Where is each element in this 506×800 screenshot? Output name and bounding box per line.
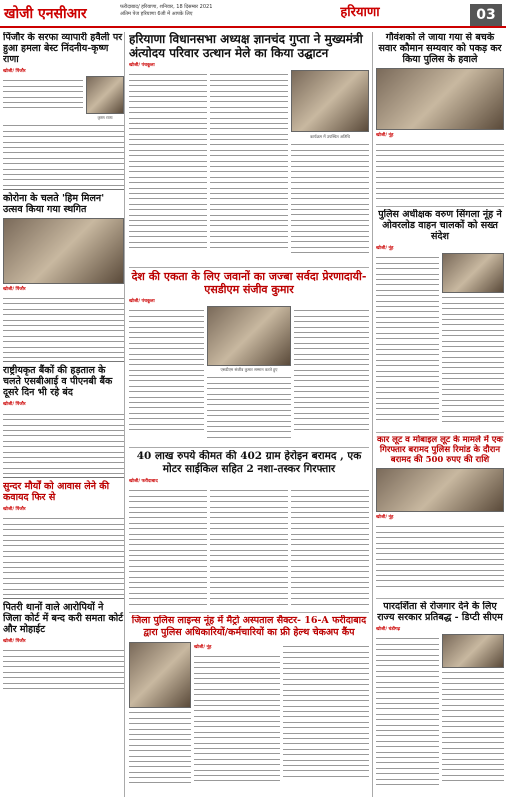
article-housing [3,481,124,595]
article-bank-strike [3,365,124,474]
portrait-photo [86,76,124,114]
article-photo [376,68,504,130]
article-title: कार लूट व मोबाइल लूट के मामले में एक गिरफ्तार बरामद पुलिस रिमांड के दौरान बरामद की 500 रुपए की राशि [377,435,503,465]
article-byline: खोजी/ पंचकूला [129,63,155,68]
article-cattle [376,32,504,202]
article-health-camp [129,615,369,797]
article-overload [376,209,504,429]
article-court [3,602,124,689]
article-byline: खोजी/ पिंजौर [3,402,26,408]
article-photo [129,642,191,708]
section-title: हरियाणा [285,2,435,24]
newspaper-logo: खोजी एनसीआर [4,6,87,22]
article-car-loot [376,435,504,595]
article-title: पितरी थानों वाले आरोपियों ने जिला कोर्ट में बन्द करी समता कोर्ट और मोहाईट [3,601,124,635]
main-photo [291,70,369,132]
left-column [3,32,125,797]
article-pinjore-traders [3,32,124,186]
edition-date: फरीदाबाद/ हरियाणा, शनिवार, 18 दिसम्बर 2021 [120,4,213,10]
article-photo [442,634,505,668]
article-byline: खोजी/ पिंजौर [3,69,26,74]
article-title: हरियाणा विधानसभा अध्यक्ष ज्ञानचंद गुप्ता ने मुख्यमंत्री अंत्योदय परिवार उत्थान मेले का किया उद्घाटन [129,32,363,60]
article-title: पिंजौर के सरफा व्यापारी हवैली पर हुआ हमला बेस्ट निंदनीय-कृष्ण राणा [3,32,123,65]
article-byline: खोजी/ फरीदाबाद [129,479,158,484]
article-byline: खोजी/ नूंह [376,133,394,138]
photo-caption: एसडीएम संजीव कुमार सम्मान करते हुए [220,367,278,372]
article-byline: खोजी/ नूंह [376,515,394,520]
article-photo [442,253,505,293]
article-byline: खोजी/ पिंजौर [3,638,26,644]
article-title: देश की एकता के लिए जवानों का जज्बा सर्वदा प्रेरणादायी-एसडीएम संजीव कुमार [131,270,367,296]
article-photo [376,468,504,512]
photo-caption: कार्यक्रम में उपस्थित अतिथि [310,134,350,139]
page-number: 03 [470,4,502,26]
article-employment [376,601,504,797]
article-byline: खोजी/ पिंजौर [3,286,26,292]
article-photo [3,218,124,284]
article-main-assembly [129,32,369,265]
masthead [0,0,506,28]
article-title: 40 लाख रुपये कीमत की 402 ग्राम हेरोइन बरामद , एक मोटर साईकिल सहित 2 नशा-तस्कर गिरफ्तार [136,450,362,475]
article-title: पारदर्शिता से रोजगार देने के लिए राज्य सरकार प्रतिबद्ध - डिप्टी सीएम [377,601,503,623]
article-byline: खोजी/ नूंह [376,246,394,251]
article-heroin-seized [129,450,369,610]
article-title: गौवंशको ले जाया गया से बचके सवार कौमान सम्यवार को पकड़ कर किया पुलिस के हवाले [378,32,502,65]
edition-line [120,4,212,18]
article-title: पुलिस अधीक्षक वरुण सिंगला नूंह ने ओवरलोड वाहन चालकों को सख्त संदेश [378,209,502,242]
article-byline: खोजी/ चंडीगढ़ [376,627,401,632]
sdm-photo [207,306,291,366]
article-byline: खोजी/ नूंह [194,645,212,650]
article-byline: खोजी/ पिंजौर [3,507,26,513]
edition-sub: अंतिम पेज हरियाणा 6जी में आपके लिए [120,11,193,17]
article-title: जिला पुलिस लाइन्स नूंह में मैट्रो अस्पताल सैक्टर- 16-A फरीदाबाद द्वारा पुलिस अधिकारियों/कर्मचारियों का फ्री हेल्थ चेकअप कैंप [131,615,367,638]
photo-caption: कृष्ण राणा [97,115,113,120]
article-title: राष्ट्रीयकृत बैंकों की हड़ताल के चलते एसबीआई व पीएनबी बैंक दूसरे दिन भी रहे बंद [3,365,113,399]
article-title: कोरोना के चलते 'हिम मिलन' उत्सव किया गया स्थगित [3,192,105,215]
article-him-milan [3,193,124,359]
article-sdm-unity [129,270,369,445]
article-title: सुन्दर मौर्यों को आवास लेने की कवायद फिर से [3,481,110,504]
article-byline: खोजी/ पंचकूला [129,299,155,304]
